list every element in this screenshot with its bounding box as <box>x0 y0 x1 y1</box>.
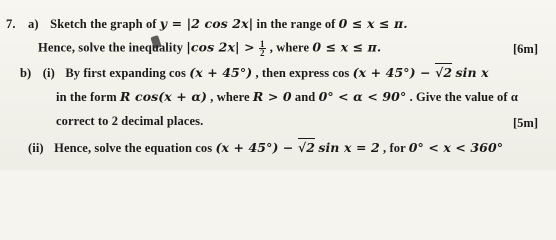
part-a-range-2: 0 ≤ x ≤ π. <box>312 39 382 55</box>
part-b-where-text: , where <box>210 90 253 104</box>
part-b-decimal-text: correct to 2 decimal places. <box>56 114 204 128</box>
part-a-range-text: in the range of <box>256 17 339 31</box>
fraction-denominator: 2 <box>259 48 265 58</box>
part-b-and-text: and <box>294 90 319 104</box>
part-a-label: a) <box>28 17 39 31</box>
part-a-range: 0 ≤ x ≤ π. <box>338 16 408 31</box>
question-7a-line-2 <box>38 40 381 57</box>
part-a-where-text: , where <box>269 40 313 55</box>
question-7b-line-1 <box>20 66 489 80</box>
part-b-condition-alpha: 0° < α < 90° <box>318 89 407 104</box>
one-half-fraction <box>259 40 266 57</box>
part-b-ii-equation: (x + 45°) − <box>215 140 298 155</box>
part-b-sin-term: sin x <box>455 65 489 80</box>
part-b-form: R cos(x + α) <box>120 89 208 104</box>
fraction-numerator: 1 <box>259 39 265 49</box>
question-7b-line-3 <box>56 114 203 128</box>
part-a-equation: y = |2 cos 2x| <box>159 16 254 31</box>
part-b-express-text: , then express cos <box>255 66 353 80</box>
part-b-ii-for-text: , for <box>383 141 409 155</box>
sqrt-two-ii: √2 <box>297 140 316 155</box>
sqrt-two: √2 <box>435 65 453 80</box>
part-a-hence-text: Hence, solve the inequality <box>38 40 187 55</box>
part-b-form-text: in the form <box>56 90 121 104</box>
part-b-ii-equation-end: sin x = 2 <box>318 140 380 155</box>
part-b-sub-i-label: (i) <box>42 66 55 80</box>
part-b-argument: (x + 45°) <box>189 65 253 80</box>
part-a-sketch-text: Sketch the graph of <box>50 17 160 31</box>
part-b-expand-text: By first expanding cos <box>65 66 190 80</box>
part-a-inequality: |cos 2x| > <box>186 39 255 55</box>
part-b-ii-range: 0° < x < 360° <box>408 140 504 155</box>
part-b-label: b) <box>20 66 32 80</box>
part-b-ii-text: Hence, solve the equation cos <box>54 141 216 155</box>
question-number: 7. <box>6 17 16 31</box>
part-b-argument-2: (x + 45°) − <box>352 65 436 80</box>
question-7b-line-2 <box>56 90 518 104</box>
part-b-give-text: . Give the value of α <box>409 90 518 104</box>
question-7a-line-1 <box>6 17 408 31</box>
part-b-sub-ii-label: (ii) <box>28 141 44 155</box>
part-b-condition-r: R > 0 <box>252 89 292 104</box>
part-b-i-marks: [5m] <box>513 116 538 130</box>
part-a-marks: [6m] <box>513 42 538 56</box>
question-7b-ii-line <box>28 141 503 155</box>
